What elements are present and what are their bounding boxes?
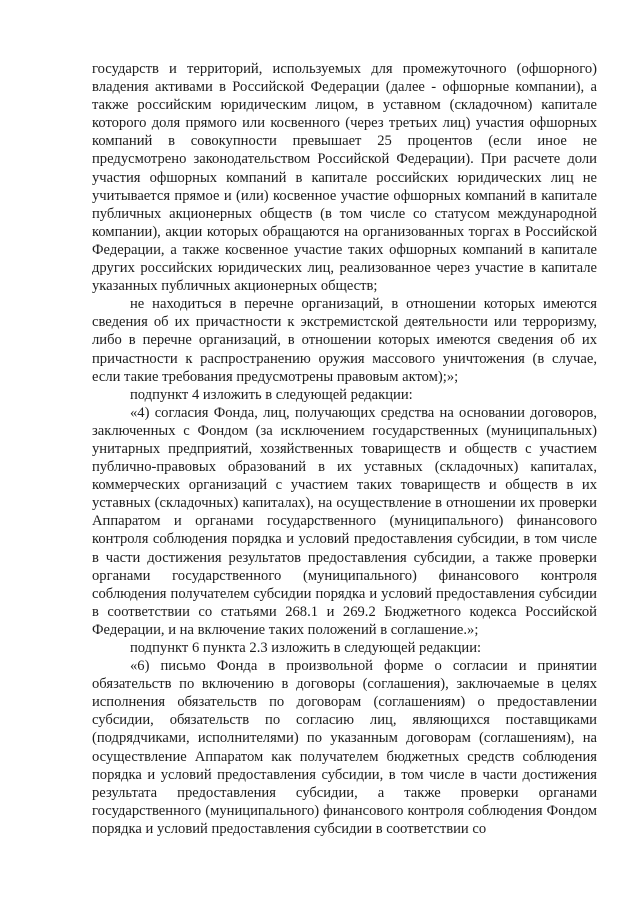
paragraph-subpoint-4-text: «4) согласия Фонда, лиц, получающих средства на основании договоров, заключенных с Фондом (за исключением государственных (муниципальных) унитарных предприятий, хозяйственных товариществ и обществ с участием публично-правовых образований в их уставных (складочных) капиталах, коммерческих организаций с участием таких товариществ и обществ в их уставных (складочных) капиталах), на осуществление в отношении их проверки Аппаратом и органами государственного (муниципального) финансового контроля соблюдения порядка и условий предоставления субсидии, в том числе в части достижения результатов предоставления субсидии, а также проверки органами государственного (муниципального) финансового контроля соблюдения получателем субсидии порядка и условий предоставления субсидии в соответствии со статьями 268.1 и 269.2 Бюджетного кодекса Российской Федерации, и на включение таких положений в соглашение.»; (92, 404, 597, 638)
paragraph-offshore-companies: государств и территорий, используемых для промежуточного (офшорного) владения активами в Российской Федерации (далее - офшорные компании), а также российским юридическим лицом, в уставном (складочном) капитале которого доля прямого или косвенного (через третьих лиц) участия офшорных компаний в совокупности превышает 25 процентов (если иное не предусмотрено законодательством Российской Федерации). При расчете доли участия офшорных компаний в капитале российских юридических лиц не учитывается прямое и (или) косвенное участие офшорных компаний в капитале публичных акционерных обществ (в том числе со статусом международной компании), акции которых обращаются на организованных торгах в Российской Федерации, а также косвенное участие таких офшорных компаний в капитале других российских юридических лиц, реализованное через участие в капитале указанных публичных акционерных обществ; (92, 61, 597, 295)
paragraph-subpoint-6-intro: подпункт 6 пункта 2.3 изложить в следующей редакции: (130, 640, 482, 656)
paragraph-extremism-list: не находиться в перечне организаций, в отношении которых имеются сведения об их причастности к экстремистской деятельности или терроризму, либо в перечне организаций, в отношении которых имеются сведения об их причастности к распространению оружия массового уничтожения (в случае, если такие требования предусмотрены правовым актом);»; (92, 296, 597, 385)
document-page (92, 60, 597, 838)
paragraph-subpoint-6-text: «6) письмо Фонда в произвольной форме о согласии и принятии обязательств по включению в договоры (соглашения), заключаемые в целях исполнения обязательств по договорам (соглашениям) о предоставлении субсидии, обязательств по согласию лиц, являющихся поставщиками (подрядчиками, исполнителями) по указанным договорам (соглашениям), на осуществление Аппаратом как получателем бюджетных средств соблюдения порядка и условий предоставления субсидии, в том числе в части достижения результата предоставления субсидии, а также проверки органами государственного (муниципального) финансового контроля соблюдения Фондом порядка и условий предоставления субсидии в соответствии со (92, 658, 597, 837)
paragraph-subpoint-4-intro: подпункт 4 изложить в следующей редакции: (130, 386, 413, 403)
